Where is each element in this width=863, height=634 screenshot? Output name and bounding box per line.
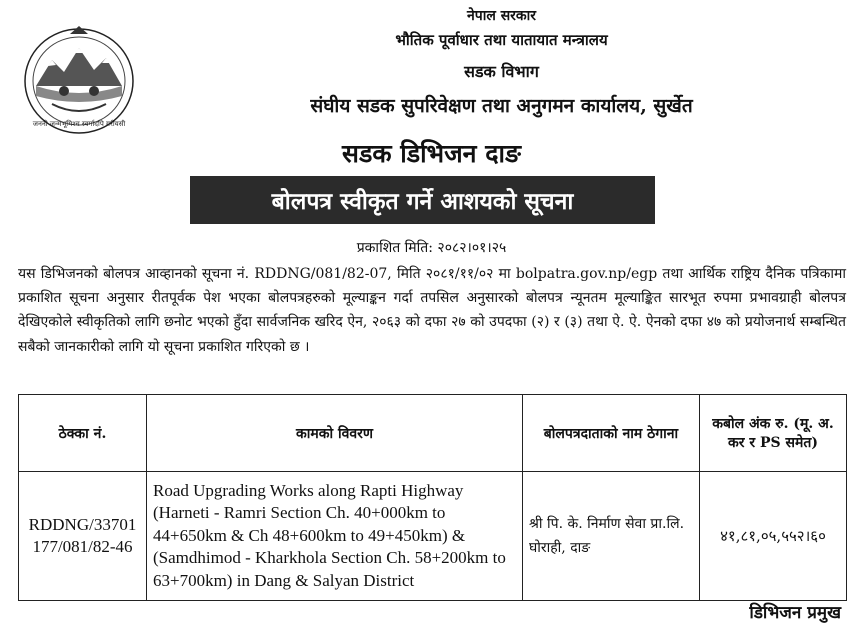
government-name: नेपाल सरकार — [466, 8, 536, 24]
table-header-row — [19, 395, 847, 472]
division-name: सडक डिभिजन दाङ — [342, 139, 521, 168]
award-table — [18, 394, 847, 601]
department-name: सडक विभाग — [464, 62, 539, 81]
published-date: प्रकाशित मिति: २०८२।०१।२५ — [356, 240, 507, 256]
description-cell: Road Upgrading Works along Rapti Highway (Harneti - Ramri Section Ch. 40+000km to 44+650km & Ch 48+600km to 49+450km) & (Samdhimod - Kharkhola Section Ch. 58+200km to 63+700km) in Dang & Salyan District — [147, 472, 523, 601]
notice-title: बोलपत्र स्वीकृत गर्ने आशयको सूचना — [190, 176, 655, 224]
header-description: कामको विवरण — [147, 395, 523, 472]
ministry-name: भौतिक पूर्वाधार तथा यातायात मन्त्रालय — [395, 31, 608, 49]
header-contract-no: ठेक्का नं. — [19, 395, 147, 472]
signature-title: डिभिजन प्रमुख — [749, 603, 841, 623]
header-bidder: बोलपत्रदाताको नाम ठेगाना — [523, 395, 700, 472]
nepal-government-emblem-icon — [22, 26, 136, 136]
table-row — [19, 472, 847, 601]
office-name: संघीय सडक सुपरिवेक्षण तथा अनुगमन कार्यालय, सुर्खेत — [310, 95, 693, 117]
contract-no-cell: RDDNG/33701 177/081/82-46 — [19, 472, 147, 601]
notice-body: यस डिभिजनको बोलपत्र आव्हानको सूचना नं. RDDNG/081/82-07, मिति २०८१/११/०२ मा bolpatra.gov.np/egp तथा आर्थिक राष्ट्रिय दैनिक पत्रिकामा प्रकाशित सूचना अनुसार रीतपूर्वक पेश भएका बोलपत्रहरुको मूल्याङ्कन गर्दा तपसिल अनुसारको बोलपत्र न्यूनतम मूल्याङ्कित सारभूत रुपमा प्रभावग्राही बोलपत्र देखिएकोले स्वीकृतिको लागि छनोट भएको हुँदा सार्वजनिक खरिद ऐन, २०६३ को दफा २७ को उपदफा (२) र (३) तथा ऐ. ऐ. ऐनको दफा ४७ को प्रयोजनार्थ सम्बन्धित सबैको जानकारीको लागि यो सूचना प्रकाशित गरिएको छ । — [18, 266, 846, 355]
bidder-cell: श्री पि. के. निर्माण सेवा प्रा.लि. घोराही, दाङ — [523, 472, 700, 601]
amount-cell: ४१,८१,०५,५५२।६० — [700, 472, 847, 601]
emblem-motto: जननी जन्मभूमिश्च स्वर्गादपि गरीयसी — [32, 120, 126, 128]
header-amount: कबोल अंक रु. (मू. अ. कर र PS समेत) — [700, 395, 847, 472]
